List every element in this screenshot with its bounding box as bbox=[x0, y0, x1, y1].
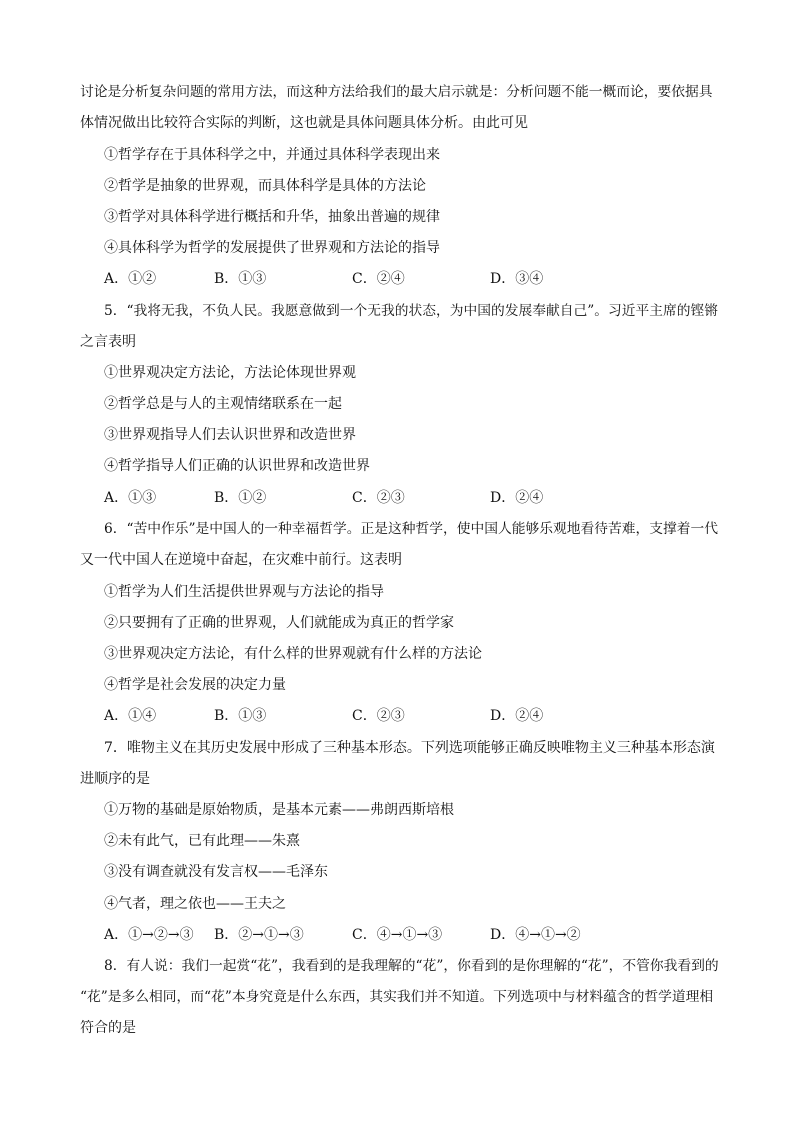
q8-stem-line-3: 符合的是 bbox=[80, 1020, 136, 1036]
q6-choice-d: D．②④ bbox=[490, 708, 544, 724]
q6-stem-line-1: 6．“苦中作乐”是中国人的一种幸福哲学。正是这种哲学，使中国人能够乐观地看待苦难，支撑着一代 bbox=[104, 521, 719, 537]
q8-stem-line-1: 8．有人说：我们一起赏“花”，我看到的是我理解的“花”，你看到的是你理解的“花”，不管你我看到的 bbox=[104, 958, 719, 974]
q7-option-3: ③没有调查就没有发言权——毛泽东 bbox=[104, 864, 328, 880]
q7-option-2: ②未有此气，已有此理——朱熹 bbox=[104, 833, 300, 849]
q7-choice-b: B．②→①→③ bbox=[214, 927, 304, 943]
intro-stem-line-1: 讨论是分析复杂问题的常用方法，而这种方法给我们的最大启示就是：分析问题不能一概而论，要依据具 bbox=[80, 84, 713, 100]
q6-choice-c: C．②③ bbox=[352, 708, 405, 724]
q5-choice-d: D．②④ bbox=[490, 490, 544, 506]
intro-option-1: ①哲学存在于具体科学之中，并通过具体科学表现出来 bbox=[104, 147, 440, 163]
q7-stem-line-2: 进顺序的是 bbox=[80, 771, 150, 787]
intro-choice-b: B．①③ bbox=[214, 271, 267, 287]
q8-stem-line-2: “花”是多么相同，而“花”本身究竟是什么东西，其实我们并不知道。下列选项中与材料蕴含的哲学道理相 bbox=[80, 989, 714, 1005]
q5-choice-b: B．①② bbox=[214, 490, 267, 506]
q6-option-3: ③世界观决定方法论，有什么样的世界观就有什么样的方法论 bbox=[104, 646, 482, 662]
q6-option-2: ②只要拥有了正确的世界观，人们就能成为真正的哲学家 bbox=[104, 615, 454, 631]
q5-stem-line-1: 5．“我将无我，不负人民。我愿意做到一个无我的状态，为中国的发展奉献自己”。习近平主席的铿锵 bbox=[104, 303, 719, 319]
q7-choice-c: C．④→①→③ bbox=[352, 927, 443, 943]
q5-option-4: ④哲学指导人们正确的认识世界和改造世界 bbox=[104, 458, 370, 474]
q5-option-3: ③世界观指导人们去认识世界和改造世界 bbox=[104, 427, 356, 443]
q7-choice-a: A．①→②→③ bbox=[104, 927, 194, 943]
q5-choice-c: C．②③ bbox=[352, 490, 405, 506]
q6-choice-b: B．①③ bbox=[214, 708, 267, 724]
q5-stem-line-2: 之言表明 bbox=[80, 334, 136, 350]
q7-stem-line-1: 7．唯物主义在其历史发展中形成了三种基本形态。下列选项能够正确反映唯物主义三种基本形态演 bbox=[104, 740, 715, 756]
intro-choice-a: A．①② bbox=[104, 271, 157, 287]
q7-option-1: ①万物的基础是原始物质，是基本元素——弗朗西斯培根 bbox=[104, 802, 454, 818]
intro-option-2: ②哲学是抽象的世界观，而具体科学是具体的方法论 bbox=[104, 178, 426, 194]
q6-stem-line-2: 又一代中国人在逆境中奋起，在灾难中前行。这表明 bbox=[80, 552, 402, 568]
q6-choice-a: A．①④ bbox=[104, 708, 157, 724]
intro-stem-line-2: 体情况做出比较符合实际的判断，这也就是具体问题具体分析。由此可见 bbox=[80, 115, 528, 131]
intro-option-4: ④具体科学为哲学的发展提供了世界观和方法论的指导 bbox=[104, 240, 440, 256]
q5-choice-a: A．①③ bbox=[104, 490, 157, 506]
q7-choice-d: D．④→①→② bbox=[490, 927, 581, 943]
q6-option-4: ④哲学是社会发展的决定力量 bbox=[104, 677, 286, 693]
q5-option-1: ①世界观决定方法论，方法论体现世界观 bbox=[104, 365, 356, 381]
q6-option-1: ①哲学为人们生活提供世界观与方法论的指导 bbox=[104, 584, 384, 600]
intro-choice-c: C．②④ bbox=[352, 271, 405, 287]
q5-option-2: ②哲学总是与人的主观情绪联系在一起 bbox=[104, 396, 342, 412]
q7-option-4: ④气者，理之依也——王夫之 bbox=[104, 896, 286, 912]
intro-option-3: ③哲学对具体科学进行概括和升华，抽象出普遍的规律 bbox=[104, 209, 440, 225]
intro-choice-d: D．③④ bbox=[490, 271, 544, 287]
